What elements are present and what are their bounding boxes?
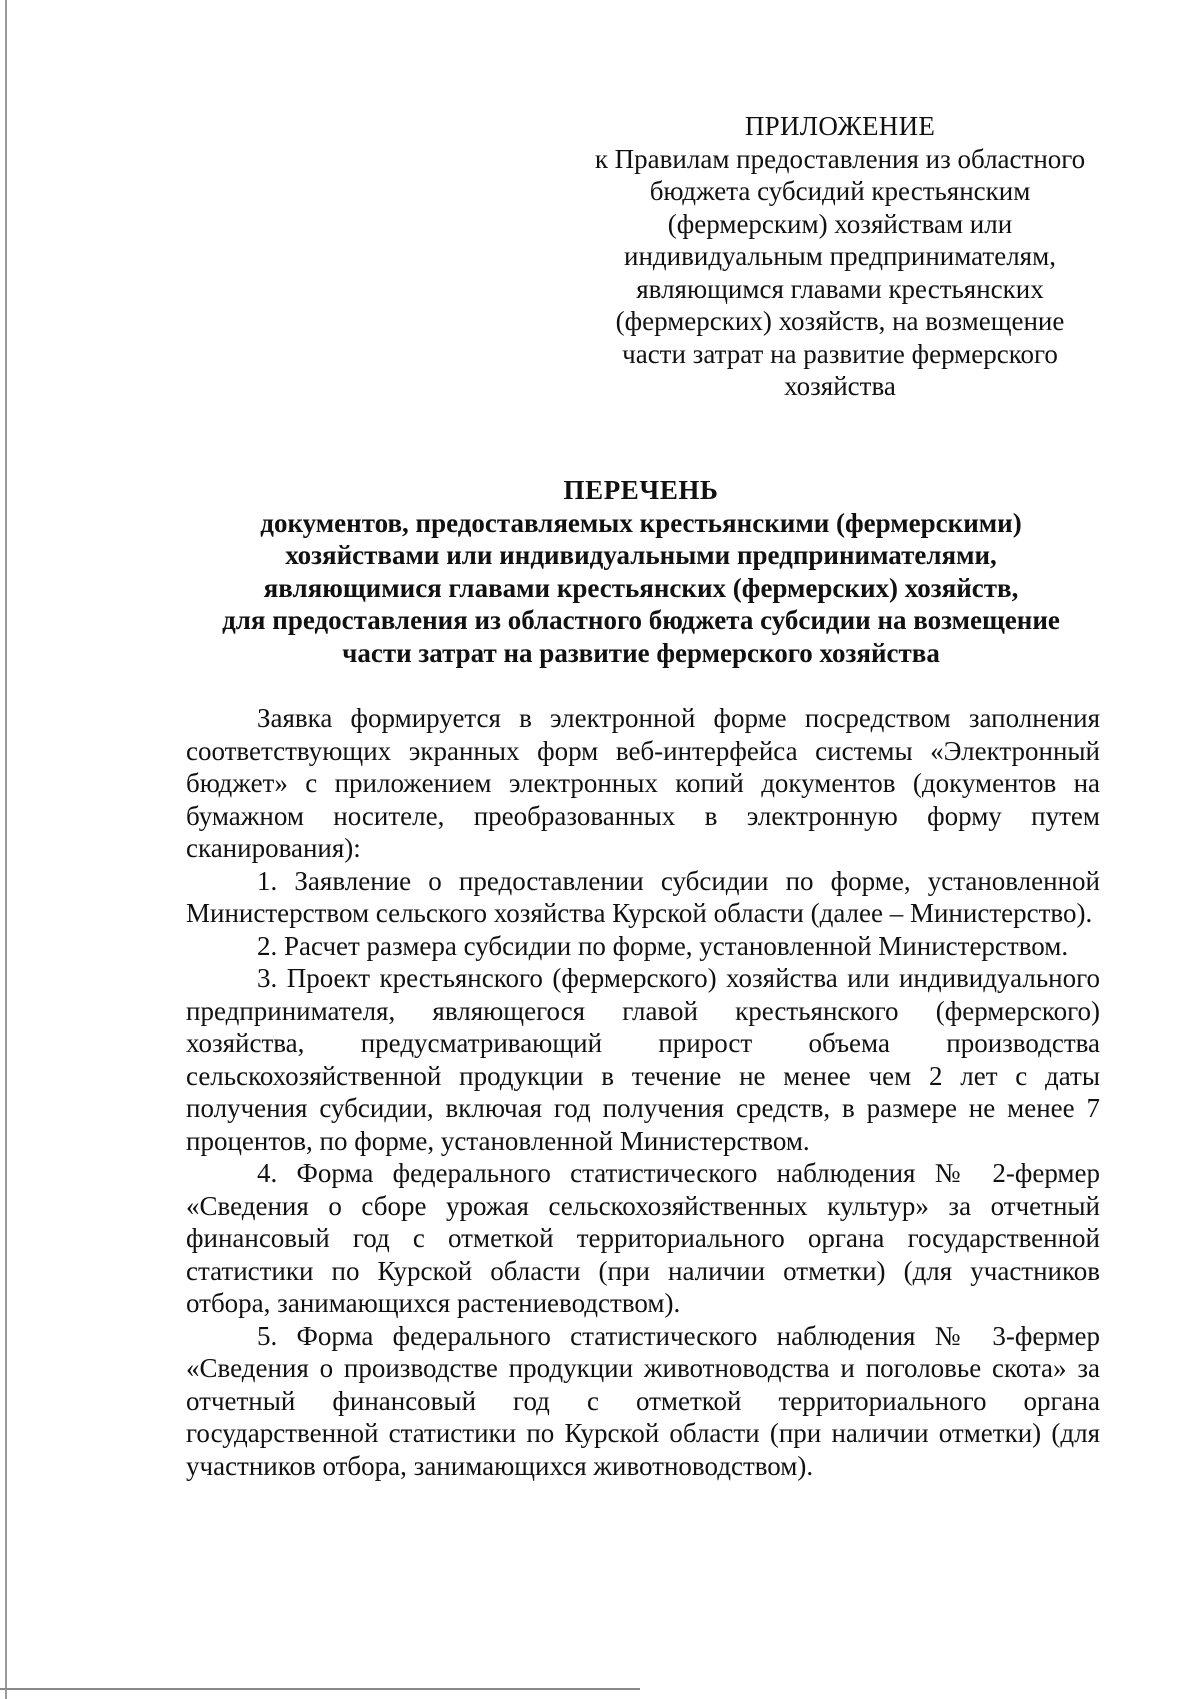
annex-line: части затрат на развитие фермерского xyxy=(622,338,1058,369)
document-subtitle-line: являющимися главами крестьянских (фермерских) хозяйств, xyxy=(263,572,1019,603)
list-item: 1. Заявление о предоставлении субсидии по форме, установленной Министерством сельского хозяйства Курской области (далее – Министерство). xyxy=(186,865,1100,928)
document-subtitle-line: части затрат на развитие фермерского хозяйства xyxy=(342,637,940,668)
annex-block xyxy=(575,110,1105,403)
document-subtitle-line: хозяйствами или индивидуальными предпринимателями, xyxy=(285,540,997,570)
document-subtitle-line: документов, предоставляемых крестьянскими (фермерскими) xyxy=(260,507,1022,538)
annex-line: к Правилам предоставления из областного xyxy=(594,143,1086,174)
annex-line: (фермерских) хозяйств, на возмещение xyxy=(615,306,1065,336)
scan-edge-left xyxy=(5,0,7,1699)
list-item: 4. Форма федерального статистического наблюдения № 2-фермер «Сведения о сборе урожая сельскохозяйственных культур» за отчетный финансовый год с отметкой территориального органа государственной статистики по Курской области (при наличии отметки) (для участников отбора, занимающихся растениеводством). xyxy=(186,1158,1100,1318)
list-item: 2. Расчет размера субсидии по форме, установленной Министерством. xyxy=(257,930,1069,961)
intro-paragraph: Заявка формируется в электронной форме посредством заполнения соответствующих экранных форм веб-интерфейса системы «Электронный бюджет» с приложением электронных копий документов (документов на бумажном носителе, преобразованных в электронную форму путем сканирования): xyxy=(186,703,1100,863)
annex-line: хозяйства xyxy=(784,371,896,401)
scan-edge-bottom xyxy=(0,1688,640,1690)
annex-line: бюджета субсидий крестьянским xyxy=(649,176,1031,206)
annex-title: ПРИЛОЖЕНИЕ xyxy=(744,111,936,141)
annex-line: индивидуальным предпринимателям, xyxy=(624,241,1056,271)
list-item: 5. Форма федерального статистического наблюдения № 3-фермер «Сведения о производстве продукции животноводства и поголовье скота» за отчетный финансовый год с отметкой территориального органа государственной статистики по Курской области (при наличии отметки) (для участников отбора, занимающихся животноводством). xyxy=(186,1320,1100,1481)
annex-line: (фермерским) хозяйствам или xyxy=(667,208,1013,239)
document-body xyxy=(186,702,1100,1482)
document-heading xyxy=(160,474,1122,669)
annex-line: являющимся главами крестьянских xyxy=(636,273,1044,304)
document-subtitle-line: для предоставления из областного бюджета субсидии на возмещение xyxy=(222,605,1060,635)
document-title: ПЕРЕЧЕНЬ xyxy=(563,475,719,505)
list-item: 3. Проект крестьянского (фермерского) хозяйства или индивидуального предпринимателя, являющегося главой крестьянского (фермерского) хозяйства, предусматривающий прирост объема производства сельскохозяйственной продукции в течение не менее чем 2 лет с даты получения субсидии, включая год получения средств, в размере не менее 7 процентов, по форме, установленной Министерством. xyxy=(186,963,1100,1156)
